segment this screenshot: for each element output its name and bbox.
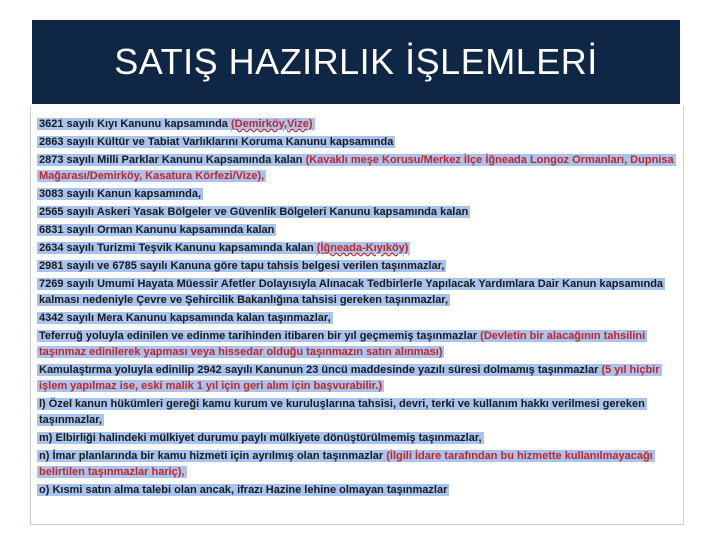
item-main: 7269 sayılı Umumi Hayata Müessir Afetler Dolayısıyla Alınacak Tedbirlerle Yapılacak Yardımlara Dair Kanun kapsamında kalması nedeniyle Çevre ve Şehircilik Bakanlığına tahsisi gereken taşınmazlar, bbox=[39, 278, 664, 306]
list-item bbox=[37, 276, 683, 308]
content-frame bbox=[30, 106, 684, 525]
item-main: 3083 sayılı Kanun kapsamında, bbox=[39, 188, 202, 200]
item-main: 2873 sayılı Milli Parklar Kanunu Kapsamında kalan bbox=[39, 154, 303, 166]
item-main: Kamulaştırma yoluyla edinilip 2942 sayılı Kanunun 23 üncü maddesinde yazılı süresi dolmamış taşınmazlar bbox=[39, 364, 599, 376]
item-note: (Demirköy,Vize) bbox=[230, 118, 313, 130]
item-main: l) Özel kanun hükümleri gereği kamu kurum ve kuruluşlarına tahsisi, devri, terki ve kullanım hakkı verilmesi gereken taşınmazlar, bbox=[39, 398, 645, 426]
list-item bbox=[37, 396, 683, 428]
list-item bbox=[37, 204, 683, 220]
list-item bbox=[37, 258, 683, 274]
list-item bbox=[37, 482, 683, 498]
list-item bbox=[37, 328, 683, 360]
list-item bbox=[37, 152, 683, 184]
list-item bbox=[37, 240, 683, 256]
item-note: (Kavaklı meşe Korusu/Merkez İlçe İğneada Longoz Ormanları, Dupnisa Mağarası/Demirköy, Kasatura Körfezi/Vize), bbox=[39, 154, 674, 182]
list-item bbox=[37, 116, 683, 132]
item-note: (İğneada-Kıyıköy) bbox=[316, 242, 409, 254]
item-main: 2981 sayılı ve 6785 sayılı Kanuna göre tapu tahsis belgesi verilen taşınmazlar, bbox=[39, 260, 445, 272]
item-main: 4342 sayılı Mera Kanunu kapsamında kalan taşınmazlar, bbox=[39, 312, 331, 324]
list-item bbox=[37, 430, 683, 446]
item-note: (İlgili İdare tarafından bu hizmette kullanılmayacağı belirtilen taşınmazlar hariç), bbox=[39, 450, 653, 478]
item-main: m) Elbirliği halindeki mülkiyet durumu paylı mülkiyete dönüştürülmemiş taşınmazlar, bbox=[39, 432, 482, 444]
list-item bbox=[37, 310, 683, 326]
item-main: 2565 sayılı Askeri Yasak Bölgeler ve Güvenlik Bölgeleri Kanunu kapsamında kalan bbox=[39, 206, 469, 218]
item-main: Teferruğ yoluyla edinilen ve edinme tarihinden itibaren bir yıl geçmemiş taşınmazlar bbox=[39, 330, 478, 342]
item-main: 6831 sayılı Orman Kanunu kapsamında kalan bbox=[39, 224, 275, 236]
item-note: (Devletin bir alacağının tahsilini taşınmaz edinilerek yapması veya hissedar olduğu taşınmazın satın alınması) bbox=[39, 330, 646, 358]
item-main: 3621 sayılı Kıyı Kanunu kapsamında bbox=[39, 118, 228, 130]
item-list bbox=[37, 116, 683, 500]
item-main: o) Kısmi satın alma talebi olan ancak, ifrazı Hazine lehine olmayan taşınmazlar bbox=[39, 484, 448, 496]
item-main: 2863 sayılı Kültür ve Tabiat Varlıklarını Koruma Kanunu kapsamında bbox=[39, 136, 394, 148]
list-item bbox=[37, 134, 683, 150]
title-banner bbox=[32, 20, 680, 104]
list-item bbox=[37, 186, 683, 202]
item-main: n) İmar planlarında bir kamu hizmeti için ayrılmış olan taşınmazlar bbox=[39, 450, 384, 462]
item-main: 2634 sayılı Turizmi Teşvik Kanunu kapsamında kalan bbox=[39, 242, 314, 254]
item-note: (5 yıl hiçbir işlem yapılmaz ise, eski malik 1 yıl için geri alım için başvurabilir.) bbox=[39, 364, 660, 392]
list-item bbox=[37, 448, 683, 480]
list-item bbox=[37, 362, 683, 394]
slide-title: SATIŞ HAZIRLIK İŞLEMLERİ bbox=[114, 41, 598, 82]
list-item bbox=[37, 222, 683, 238]
